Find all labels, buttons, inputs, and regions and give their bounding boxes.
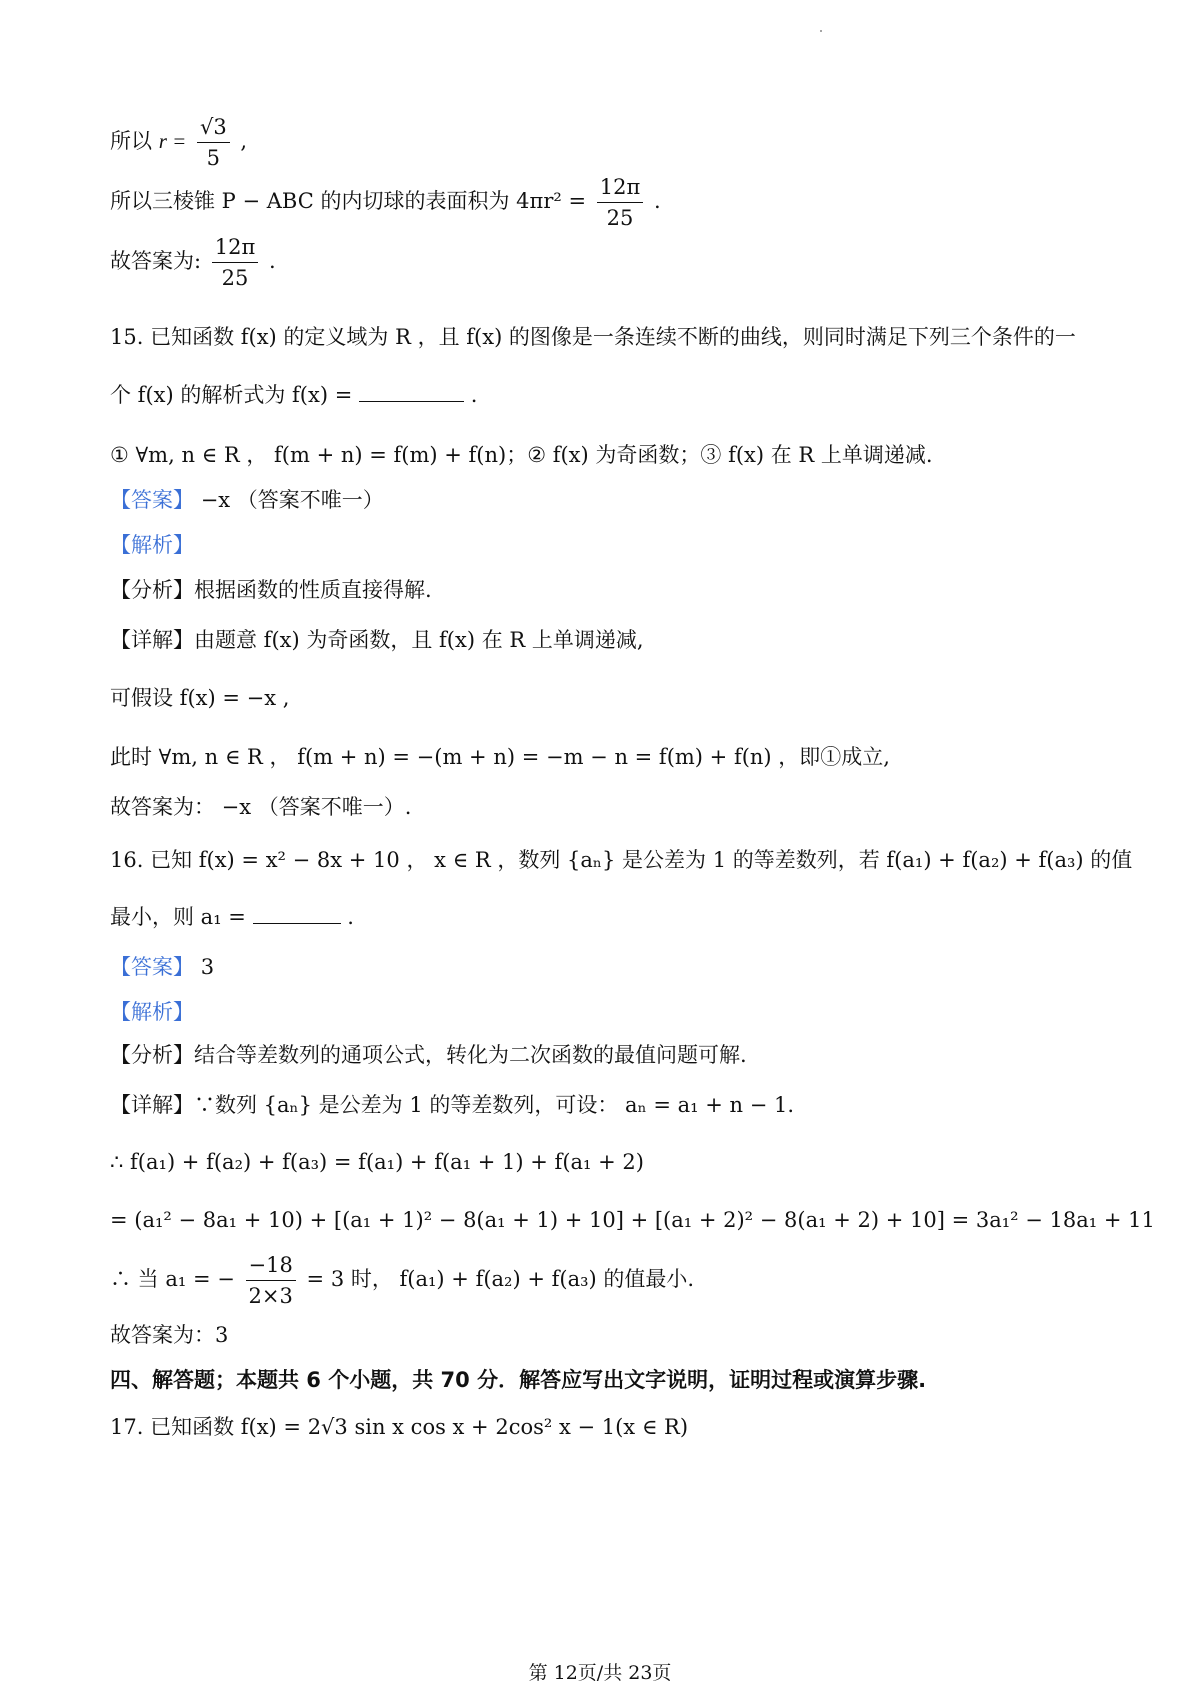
- answer-14-text: 故答案为:: [110, 249, 202, 273]
- fraction-answer-14: [212, 232, 259, 293]
- page-footer: 第 12页/共 23页: [528, 1662, 672, 1684]
- q16-eq3-denominator: 2×3: [248, 1284, 293, 1308]
- q15-line2-text: 个 f(x) 的解析式为 f(x) =: [110, 383, 353, 407]
- q15-answer: −x （答案不唯一）: [200, 488, 384, 512]
- line-answer-14: [110, 232, 276, 293]
- fraction-area-numerator: 12π: [597, 172, 644, 203]
- q15-step2: 此时 ∀m, n ∈ R ， f(m + n) = −(m + n) = −m − n = f(m) + f(n) ，即①成立,: [110, 745, 890, 769]
- q16-analysis: 【分析】结合等差数列的通项公式，转化为二次函数的最值问题可解.: [110, 1043, 747, 1067]
- line-area: [110, 172, 661, 233]
- q16-line2-end: .: [347, 905, 354, 929]
- fraction-area: [597, 172, 644, 233]
- q16-answer-line: [110, 952, 214, 982]
- fraction-area-denominator: 25: [606, 206, 634, 230]
- fraction-r: [197, 112, 230, 173]
- q16-answer-blank: [253, 905, 341, 924]
- fraction-answer-14-numerator: 12π: [212, 232, 259, 263]
- q16-line2-text: 最小，则 a₁ =: [110, 905, 246, 929]
- q17-line: 17. 已知函数 f(x) = 2√3 sin x cos x + 2cos² x − 1(x ∈ R): [110, 1415, 689, 1439]
- q15-step1: 可假设 f(x) = −x ,: [110, 686, 290, 710]
- q15-answer-blank: [359, 383, 464, 402]
- q16-eq3-fraction: [246, 1250, 296, 1311]
- q16-line2: [110, 902, 354, 932]
- q16-eq3-numerator: −18: [246, 1250, 296, 1281]
- q16-eq2: = (a₁² − 8a₁ + 10) + [(a₁ + 1)² − 8(a₁ + 1) + 10] + [(a₁ + 2)² − 8(a₁ + 2) + 10] = 3a₁² − 18a₁ + 11: [110, 1208, 1155, 1232]
- q15-jiexi-tag: 【解析】: [110, 533, 194, 557]
- q16-eq3-prefix: ∴ 当 a₁ = −: [110, 1267, 235, 1291]
- line-r: [110, 112, 247, 173]
- q15-detail: 【详解】由题意 f(x) 为奇函数，且 f(x) 在 R 上单调递减,: [110, 628, 644, 652]
- q16-line1: 16. 已知 f(x) = x² − 8x + 10 ， x ∈ R ，数列 {aₙ} 是公差为 1 的等差数列，若 f(a₁) + f(a₂) + f(a₃) 的值: [110, 848, 1133, 872]
- q16-eq1: ∴ f(a₁) + f(a₂) + f(a₃) = f(a₁) + f(a₁ + 1) + f(a₁ + 2): [110, 1150, 644, 1174]
- line-area-text: 所以三棱锥 P − ABC 的内切球的表面积为 4πr² =: [110, 189, 587, 213]
- q16-eq3-suffix: = 3 时， f(a₁) + f(a₂) + f(a₃) 的值最小.: [306, 1267, 695, 1291]
- q16-eq3: [110, 1250, 694, 1311]
- q15-conditions: ① ∀m, n ∈ R ， f(m + n) = f(m) + f(n)；② f(x) 为奇函数；③ f(x) 在 R 上单调递减.: [110, 443, 933, 467]
- q16-jiexi-tag: 【解析】: [110, 1000, 194, 1024]
- line-area-suffix: .: [653, 189, 661, 213]
- q15-answer-line: [110, 485, 384, 515]
- q15-line2-end: .: [470, 383, 478, 407]
- section-4-heading: 四、解答题；本题共 6 个小题，共 70 分．解答应写出文字说明，证明过程或演算步骤.: [110, 1368, 927, 1392]
- scan-dot: [820, 30, 822, 32]
- line-r-suffix: ,: [240, 129, 248, 153]
- q15-line2: [110, 380, 477, 410]
- fraction-r-denominator: 5: [206, 146, 221, 170]
- fraction-r-numerator: √3: [197, 112, 230, 143]
- q16-detail: 【详解】∵数列 {aₙ} 是公差为 1 的等差数列，可设： aₙ = a₁ + n − 1.: [110, 1093, 795, 1117]
- q16-answer-tag: 【答案】: [110, 955, 194, 979]
- answer-14-suffix: .: [268, 249, 276, 273]
- line-r-prefix: 所以: [110, 129, 152, 153]
- q15-answer-tag: 【答案】: [110, 488, 194, 512]
- q15-analysis: 【分析】根据函数的性质直接得解.: [110, 578, 432, 602]
- q15-line1: 15. 已知函数 f(x) 的定义域为 R ，且 f(x) 的图像是一条连续不断的曲线，则同时满足下列三个条件的一: [110, 325, 1076, 349]
- fraction-answer-14-denominator: 25: [221, 266, 249, 290]
- q16-final: 故答案为：3: [110, 1323, 229, 1347]
- q15-final: 故答案为： −x （答案不唯一）.: [110, 795, 412, 819]
- q16-answer: 3: [200, 955, 215, 979]
- line-r-lhs: r =: [158, 129, 187, 153]
